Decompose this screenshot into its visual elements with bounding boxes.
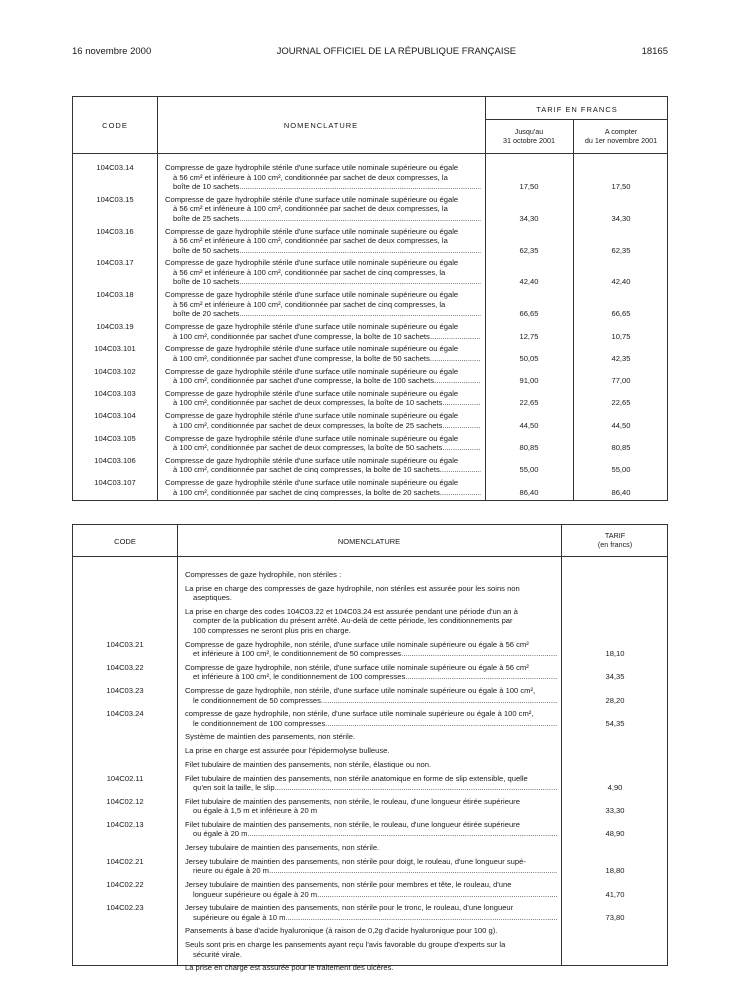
row-description <box>165 258 481 287</box>
tarif-value: 18,10 <box>605 649 625 659</box>
table-row <box>73 456 667 475</box>
row-code: 104C03.104 <box>94 411 136 421</box>
description-last-line <box>165 443 481 453</box>
row-code: 104C03.102 <box>94 366 136 376</box>
tarif-until-value: 50,05 <box>519 353 539 363</box>
table-row <box>73 322 667 341</box>
row-description <box>165 344 481 363</box>
tarif-from-value: 62,35 <box>611 245 631 255</box>
row-description <box>185 584 557 603</box>
table-row <box>73 389 667 408</box>
tarif-from-value: 22,65 <box>611 398 631 408</box>
table-row <box>73 258 667 287</box>
tarif-from-value: 10,75 <box>611 331 631 341</box>
tarif-from-value: 66,65 <box>611 309 631 319</box>
row-code: 104C03.18 <box>96 290 134 300</box>
description-line: à 100 cm², conditionnée par sachet d'une compresse, la boîte de 100 sachets <box>173 376 435 386</box>
tarif-until-value: 86,40 <box>519 487 539 497</box>
tarif-from-value: 86,40 <box>611 487 631 497</box>
col-header-until-line2: 31 octobre 2001 <box>503 135 555 145</box>
col-header-nomenclature: NOMENCLATURE <box>283 121 359 130</box>
col-header-code: CODE <box>114 537 136 546</box>
tarif-from-value: 42,35 <box>611 353 631 363</box>
description-line: Compresse de gaze hydrophile stérile d'une surface utile nominale supérieure ou égale <box>165 433 459 443</box>
row-description <box>185 940 557 959</box>
row-code: 104C03.22 <box>106 662 144 672</box>
description-line: à 100 cm², conditionnée par sachet d'une compresse, la boîte de 50 sachets <box>173 353 430 363</box>
tarif-until-value: 91,00 <box>519 376 539 386</box>
table-row <box>73 367 667 386</box>
tarif-from-value: 34,30 <box>611 213 631 223</box>
row-description <box>165 322 481 341</box>
description-line: 100 compresses ne seront plus pris en charge. <box>193 625 351 635</box>
leader-dots <box>434 376 481 386</box>
table-row <box>73 732 667 742</box>
tarif-from-value: 77,00 <box>611 376 631 386</box>
description-line: Compresse de gaze hydrophile stérile d'une surface utile nominale supérieure ou égale <box>165 322 459 331</box>
description-last-line <box>185 866 557 876</box>
row-code: 104C03.107 <box>94 478 136 488</box>
description-line: Compresse de gaze hydrophile stérile d'une surface utile nominale supérieure ou égale <box>165 163 459 172</box>
tarif-value: 33,30 <box>605 806 625 816</box>
description-line: à 100 cm², conditionnée par sachet d'une compresse, la boîte de 10 sachets <box>173 331 430 341</box>
tarif-value: 28,20 <box>605 695 625 705</box>
header-title: JOURNAL OFFICIEL DE LA RÉPUBLIQUE FRANÇAISE <box>276 46 517 57</box>
description-line: boîte de 10 sachets <box>173 277 240 287</box>
leader-dots <box>269 866 557 876</box>
row-description <box>165 367 481 386</box>
leader-dots <box>247 829 557 839</box>
description-line: le conditionnement de 100 compresses <box>193 718 326 728</box>
description-line: à 56 cm² et inférieure à 100 cm², conditionnée par sachet de cinq compresses, la <box>173 267 446 277</box>
table-row <box>73 344 667 363</box>
tarif-until-value: 12,75 <box>519 331 539 341</box>
description-line: Filet tubulaire de maintien des pansements, non stérile anatomique en forme de slip extensible, quelle <box>185 773 528 783</box>
description-line: Système de maintien des pansements, non stérile. <box>185 732 356 742</box>
row-description <box>185 570 557 580</box>
description-line: le conditionnement de 50 compresses <box>193 695 321 705</box>
row-code: 104C03.15 <box>96 194 134 204</box>
description-line: aseptiques. <box>193 593 232 603</box>
description-line: boîte de 50 sachets <box>173 245 240 255</box>
description-last-line <box>165 246 481 256</box>
row-description <box>185 820 557 839</box>
tarif-from-value: 55,00 <box>611 465 631 475</box>
description-line: La prise en charge des codes 104C03.22 et 104C03.24 est assurée pendant une période d'un an à <box>185 606 518 616</box>
description-line: Jersey tubulaire de maintien des pansements, non stérile pour doigt, le rouleau, d'une longueur supé- <box>185 856 526 866</box>
tarif-from-value: 44,50 <box>611 420 631 430</box>
row-description <box>185 774 557 793</box>
leader-dots <box>401 649 557 659</box>
description-line: Compresse de gaze hydrophile stérile d'une surface utile nominale supérieure ou égale <box>165 290 459 300</box>
description-last-line <box>185 649 557 659</box>
table-row <box>73 843 667 853</box>
row-code: 104C03.103 <box>94 388 136 398</box>
description-line: ou égale à 1,5 m et inférieure à 20 m <box>193 806 318 816</box>
description-line: longueur supérieure ou égale à 20 m <box>193 889 318 899</box>
description-line: et inférieure à 100 cm², le conditionnement de 100 compresses <box>193 672 406 682</box>
col-header-from-line2: du 1er novembre 2001 <box>584 135 658 145</box>
row-code: 104C03.24 <box>106 709 144 719</box>
table-row <box>73 903 667 922</box>
description-last-line <box>165 332 481 342</box>
description-line: Jersey tubulaire de maintien des pansements, non stérile pour membres et tête, le rouleau, d'une <box>185 880 512 889</box>
leader-dots <box>430 354 481 364</box>
leader-dots <box>325 719 557 729</box>
table-row <box>73 940 667 959</box>
description-line: boîte de 25 sachets <box>173 213 240 223</box>
row-description <box>185 746 557 756</box>
table-row <box>73 760 667 770</box>
description-line: Filet tubulaire de maintien des pansements, non stérile, le rouleau, d'une longueur étirée supérieure <box>185 796 520 806</box>
col-header-until-line1: Jusqu'au <box>514 127 544 136</box>
table-row <box>73 857 667 876</box>
description-line: à 56 cm² et inférieure à 100 cm², conditionnée par sachet de deux compresses, la <box>173 204 448 214</box>
row-description <box>165 227 481 256</box>
leader-dots <box>275 783 557 793</box>
description-last-line <box>185 719 557 729</box>
description-line: Compresse de gaze hydrophile stérile d'une surface utile nominale supérieure ou égale <box>165 411 459 421</box>
row-description <box>185 663 557 682</box>
table-row <box>73 163 667 192</box>
description-line: à 56 cm² et inférieure à 100 cm², conditionnée par sachet de cinq compresses, la <box>173 299 446 309</box>
leader-dots <box>442 398 481 408</box>
row-description <box>185 843 557 853</box>
leader-dots <box>442 443 481 453</box>
leader-dots <box>430 332 481 342</box>
col-header-tarif-line2: (en francs) <box>597 539 633 549</box>
description-line: et inférieure à 100 cm², le conditionnement de 50 compresses <box>193 649 402 659</box>
row-description <box>185 760 557 770</box>
description-line: supérieure ou égale à 10 m <box>193 912 286 922</box>
description-line: Compresse de gaze hydrophile, non stérile, d'une surface utile nominale supérieure ou égale à 56 cm² <box>185 662 529 672</box>
row-code: 104C02.23 <box>106 903 144 913</box>
leader-dots <box>239 182 481 192</box>
row-code: 104C03.106 <box>94 455 136 465</box>
description-last-line <box>185 913 557 923</box>
description-last-line <box>185 783 557 793</box>
tarif-value: 48,90 <box>605 829 625 839</box>
row-description <box>185 963 557 973</box>
tariff-table-1 <box>72 96 668 501</box>
leader-dots <box>321 696 557 706</box>
table-row <box>73 820 667 839</box>
description-line: à 100 cm², conditionnée par sachet de cinq compresses, la boîte de 20 sachets <box>173 487 440 497</box>
table-row <box>73 290 667 319</box>
description-line: Filet tubulaire de maintien des pansements, non stérile, élastique ou non. <box>185 759 432 769</box>
table-row <box>73 584 667 603</box>
description-line: Compresse de gaze hydrophile stérile d'une surface utile nominale supérieure ou égale <box>165 478 459 488</box>
tarif-until-value: 34,30 <box>519 213 539 223</box>
description-last-line <box>165 376 481 386</box>
tarif-value: 18,80 <box>605 866 625 876</box>
tarif-until-value: 80,85 <box>519 443 539 452</box>
description-last-line <box>185 672 557 682</box>
description-line: à 56 cm² et inférieure à 100 cm², conditionnée par sachet de deux compresses, la <box>173 172 448 182</box>
row-description <box>185 880 557 899</box>
description-line: boîte de 10 sachets <box>173 182 240 191</box>
row-code: 104C03.21 <box>106 639 144 649</box>
description-last-line <box>165 309 481 319</box>
table-row <box>73 686 667 705</box>
description-line: rieure ou égale à 20 m <box>193 866 269 876</box>
leader-dots <box>440 488 481 498</box>
table-row <box>73 570 667 580</box>
row-description <box>165 195 481 224</box>
header-date: 16 novembre 2000 <box>72 46 152 57</box>
row-code: 104C02.22 <box>106 880 144 889</box>
col-header-code: CODE <box>102 121 128 130</box>
description-line: Jersey tubulaire de maintien des pansements, non stérile. <box>185 843 380 853</box>
col-header-from-line1: A compter <box>604 127 638 136</box>
table-row <box>73 434 667 453</box>
description-line: qu'en soit la taille, le slip <box>193 783 275 792</box>
description-line: Compresse de gaze hydrophile stérile d'une surface utile nominale supérieure ou égale <box>165 258 459 268</box>
leader-dots <box>405 672 557 682</box>
row-code: 104C03.23 <box>106 686 144 695</box>
row-code: 104C03.105 <box>94 433 136 443</box>
tarif-value: 41,70 <box>605 889 625 899</box>
description-line: ou égale à 20 m <box>193 829 248 839</box>
row-code: 104C03.14 <box>96 163 134 172</box>
description-line: Compresse de gaze hydrophile stérile d'une surface utile nominale supérieure ou égale <box>165 366 459 376</box>
tarif-from-value: 80,85 <box>611 443 631 452</box>
description-line: Compresse de gaze hydrophile stérile d'une surface utile nominale supérieure ou égale <box>165 344 459 354</box>
tarif-until-value: 62,35 <box>519 245 539 255</box>
leader-dots <box>239 309 481 319</box>
description-line: à 100 cm², conditionnée par sachet de deux compresses, la boîte de 10 sachets <box>173 398 443 408</box>
row-description <box>185 903 557 922</box>
description-last-line <box>185 696 557 706</box>
description-last-line <box>165 277 481 287</box>
row-code: 104C03.17 <box>96 258 134 268</box>
row-code: 104C03.101 <box>94 344 136 354</box>
row-description <box>185 709 557 728</box>
leader-dots <box>317 890 557 900</box>
row-code: 104C02.21 <box>106 856 144 866</box>
description-line: Compresses de gaze hydrophile, non stériles : <box>185 570 342 579</box>
description-line: Compresse de gaze hydrophile stérile d'une surface utile nominale supérieure ou égale <box>165 388 459 398</box>
description-line: Compresse de gaze hydrophile stérile d'une surface utile nominale supérieure ou égale <box>165 194 459 204</box>
description-last-line <box>185 829 557 839</box>
row-description <box>165 478 481 497</box>
description-line: à 100 cm², conditionnée par sachet de deux compresses, la boîte de 25 sachets <box>173 420 443 430</box>
table-row <box>73 709 667 728</box>
description-line: compresse de gaze hydrophile, non stérile, d'une surface utile nominale supérieure ou égale à 100 cm², <box>185 709 534 719</box>
description-last-line <box>165 421 481 431</box>
row-code: 104C03.19 <box>96 322 134 331</box>
col-header-nomenclature: NOMENCLATURE <box>337 537 401 546</box>
row-description <box>165 290 481 319</box>
description-line: Compresse de gaze hydrophile, non stérile, d'une surface utile nominale supérieure ou égale à 100 cm², <box>185 686 536 695</box>
row-description <box>165 389 481 408</box>
row-description <box>185 686 557 705</box>
description-line: La prise en charge des compresses de gaze hydrophile, non stériles est assurée pour les soins non <box>185 583 520 593</box>
leader-dots <box>442 421 481 431</box>
table-row <box>73 746 667 756</box>
description-line: Seuls sont pris en charge les pansements ayant reçu l'avis favorable du groupe d'experts sur la <box>185 940 506 950</box>
description-line: Pansements à base d'acide hyaluronique (à raison de 0,2g d'acide hyaluronique pour 100 g). <box>185 926 498 936</box>
tarif-until-value: 55,00 <box>519 465 539 475</box>
table-row <box>73 774 667 793</box>
row-code: 104C03.16 <box>96 226 134 236</box>
description-line: à 100 cm², conditionnée par sachet de cinq compresses, la boîte de 10 sachets <box>173 465 440 475</box>
description-last-line <box>165 488 481 498</box>
tarif-value: 54,35 <box>605 718 625 728</box>
leader-dots <box>440 465 481 475</box>
description-line: La prise en charge est assurée pour l'épidermolyse bulleuse. <box>185 746 390 756</box>
tarif-value: 34,35 <box>605 672 625 682</box>
description-line: compter de la publication du présent arrêté. Au-delà de cette période, les conditionnements par <box>193 616 513 626</box>
table-row <box>73 607 667 636</box>
table-row <box>73 411 667 430</box>
description-line: à 56 cm² et inférieure à 100 cm², conditionnée par sachet de deux compresses, la <box>173 236 448 246</box>
row-description <box>185 926 557 936</box>
page-header <box>72 46 668 57</box>
row-description <box>165 163 481 192</box>
description-line: Compresse de gaze hydrophile stérile d'une surface utile nominale supérieure ou égale <box>165 455 459 465</box>
leader-dots <box>285 913 557 923</box>
table-row <box>73 797 667 816</box>
row-description <box>185 797 557 816</box>
row-description <box>185 607 557 636</box>
row-description <box>165 411 481 430</box>
description-line: sécurité virale. <box>193 949 242 959</box>
description-line: La prise en charge est assurée pour le traitement des ulcères. <box>185 963 394 973</box>
leader-dots <box>239 246 481 256</box>
description-line: Filet tubulaire de maintien des pansements, non stérile, le rouleau, d'une longueur étirée supérieure <box>185 819 520 829</box>
leader-dots <box>239 277 481 287</box>
description-line: à 100 cm², conditionnée par sachet de deux compresses, la boîte de 50 sachets <box>173 443 443 452</box>
description-line: Compresse de gaze hydrophile stérile d'une surface utile nominale supérieure ou égale <box>165 226 459 236</box>
description-last-line <box>185 890 557 900</box>
col-header-tarif-line1: TARIF <box>604 531 626 540</box>
tarif-until-value: 66,65 <box>519 309 539 319</box>
header-page-number: 18165 <box>641 46 668 57</box>
row-code: 104C02.12 <box>106 796 144 806</box>
row-description <box>185 857 557 876</box>
tarif-from-value: 17,50 <box>611 182 631 191</box>
table-row <box>73 195 667 224</box>
row-description <box>185 640 557 659</box>
description-last-line <box>165 182 481 192</box>
tarif-until-value: 42,40 <box>519 277 539 287</box>
col-header-tarif <box>561 532 669 549</box>
description-last-line <box>165 354 481 364</box>
tarif-value: 4,90 <box>607 783 623 792</box>
row-description <box>165 456 481 475</box>
leader-dots <box>239 214 481 224</box>
tarif-until-value: 44,50 <box>519 420 539 430</box>
description-last-line <box>165 214 481 224</box>
description-line: boîte de 20 sachets <box>173 309 240 319</box>
table-row <box>73 963 667 973</box>
col-header-from <box>573 128 669 145</box>
table-row <box>73 880 667 899</box>
table-row <box>73 663 667 682</box>
table-row <box>73 640 667 659</box>
row-code: 104C02.13 <box>106 819 144 829</box>
tarif-until-value: 22,65 <box>519 398 539 408</box>
row-description <box>185 732 557 742</box>
col-header-until <box>485 128 573 145</box>
tarif-until-value: 17,50 <box>519 182 539 191</box>
tarif-value: 73,80 <box>605 912 625 922</box>
description-last-line <box>165 398 481 408</box>
description-last-line <box>165 465 481 475</box>
col-header-tarif: TARIF EN FRANCS <box>536 105 618 114</box>
description-line: Jersey tubulaire de maintien des pansements, non stérile pour le tronc, le rouleau, d'une longueur <box>185 903 514 913</box>
table-row <box>73 926 667 936</box>
row-description <box>165 434 481 453</box>
description-line: Compresse de gaze hydrophile, non stérile, d'une surface utile nominale supérieure ou égale à 56 cm² <box>185 639 529 649</box>
table-row <box>73 227 667 256</box>
tariff-table-2 <box>72 524 668 973</box>
row-code: 104C02.11 <box>106 773 144 783</box>
table-row <box>73 478 667 497</box>
tarif-from-value: 42,40 <box>611 277 631 287</box>
